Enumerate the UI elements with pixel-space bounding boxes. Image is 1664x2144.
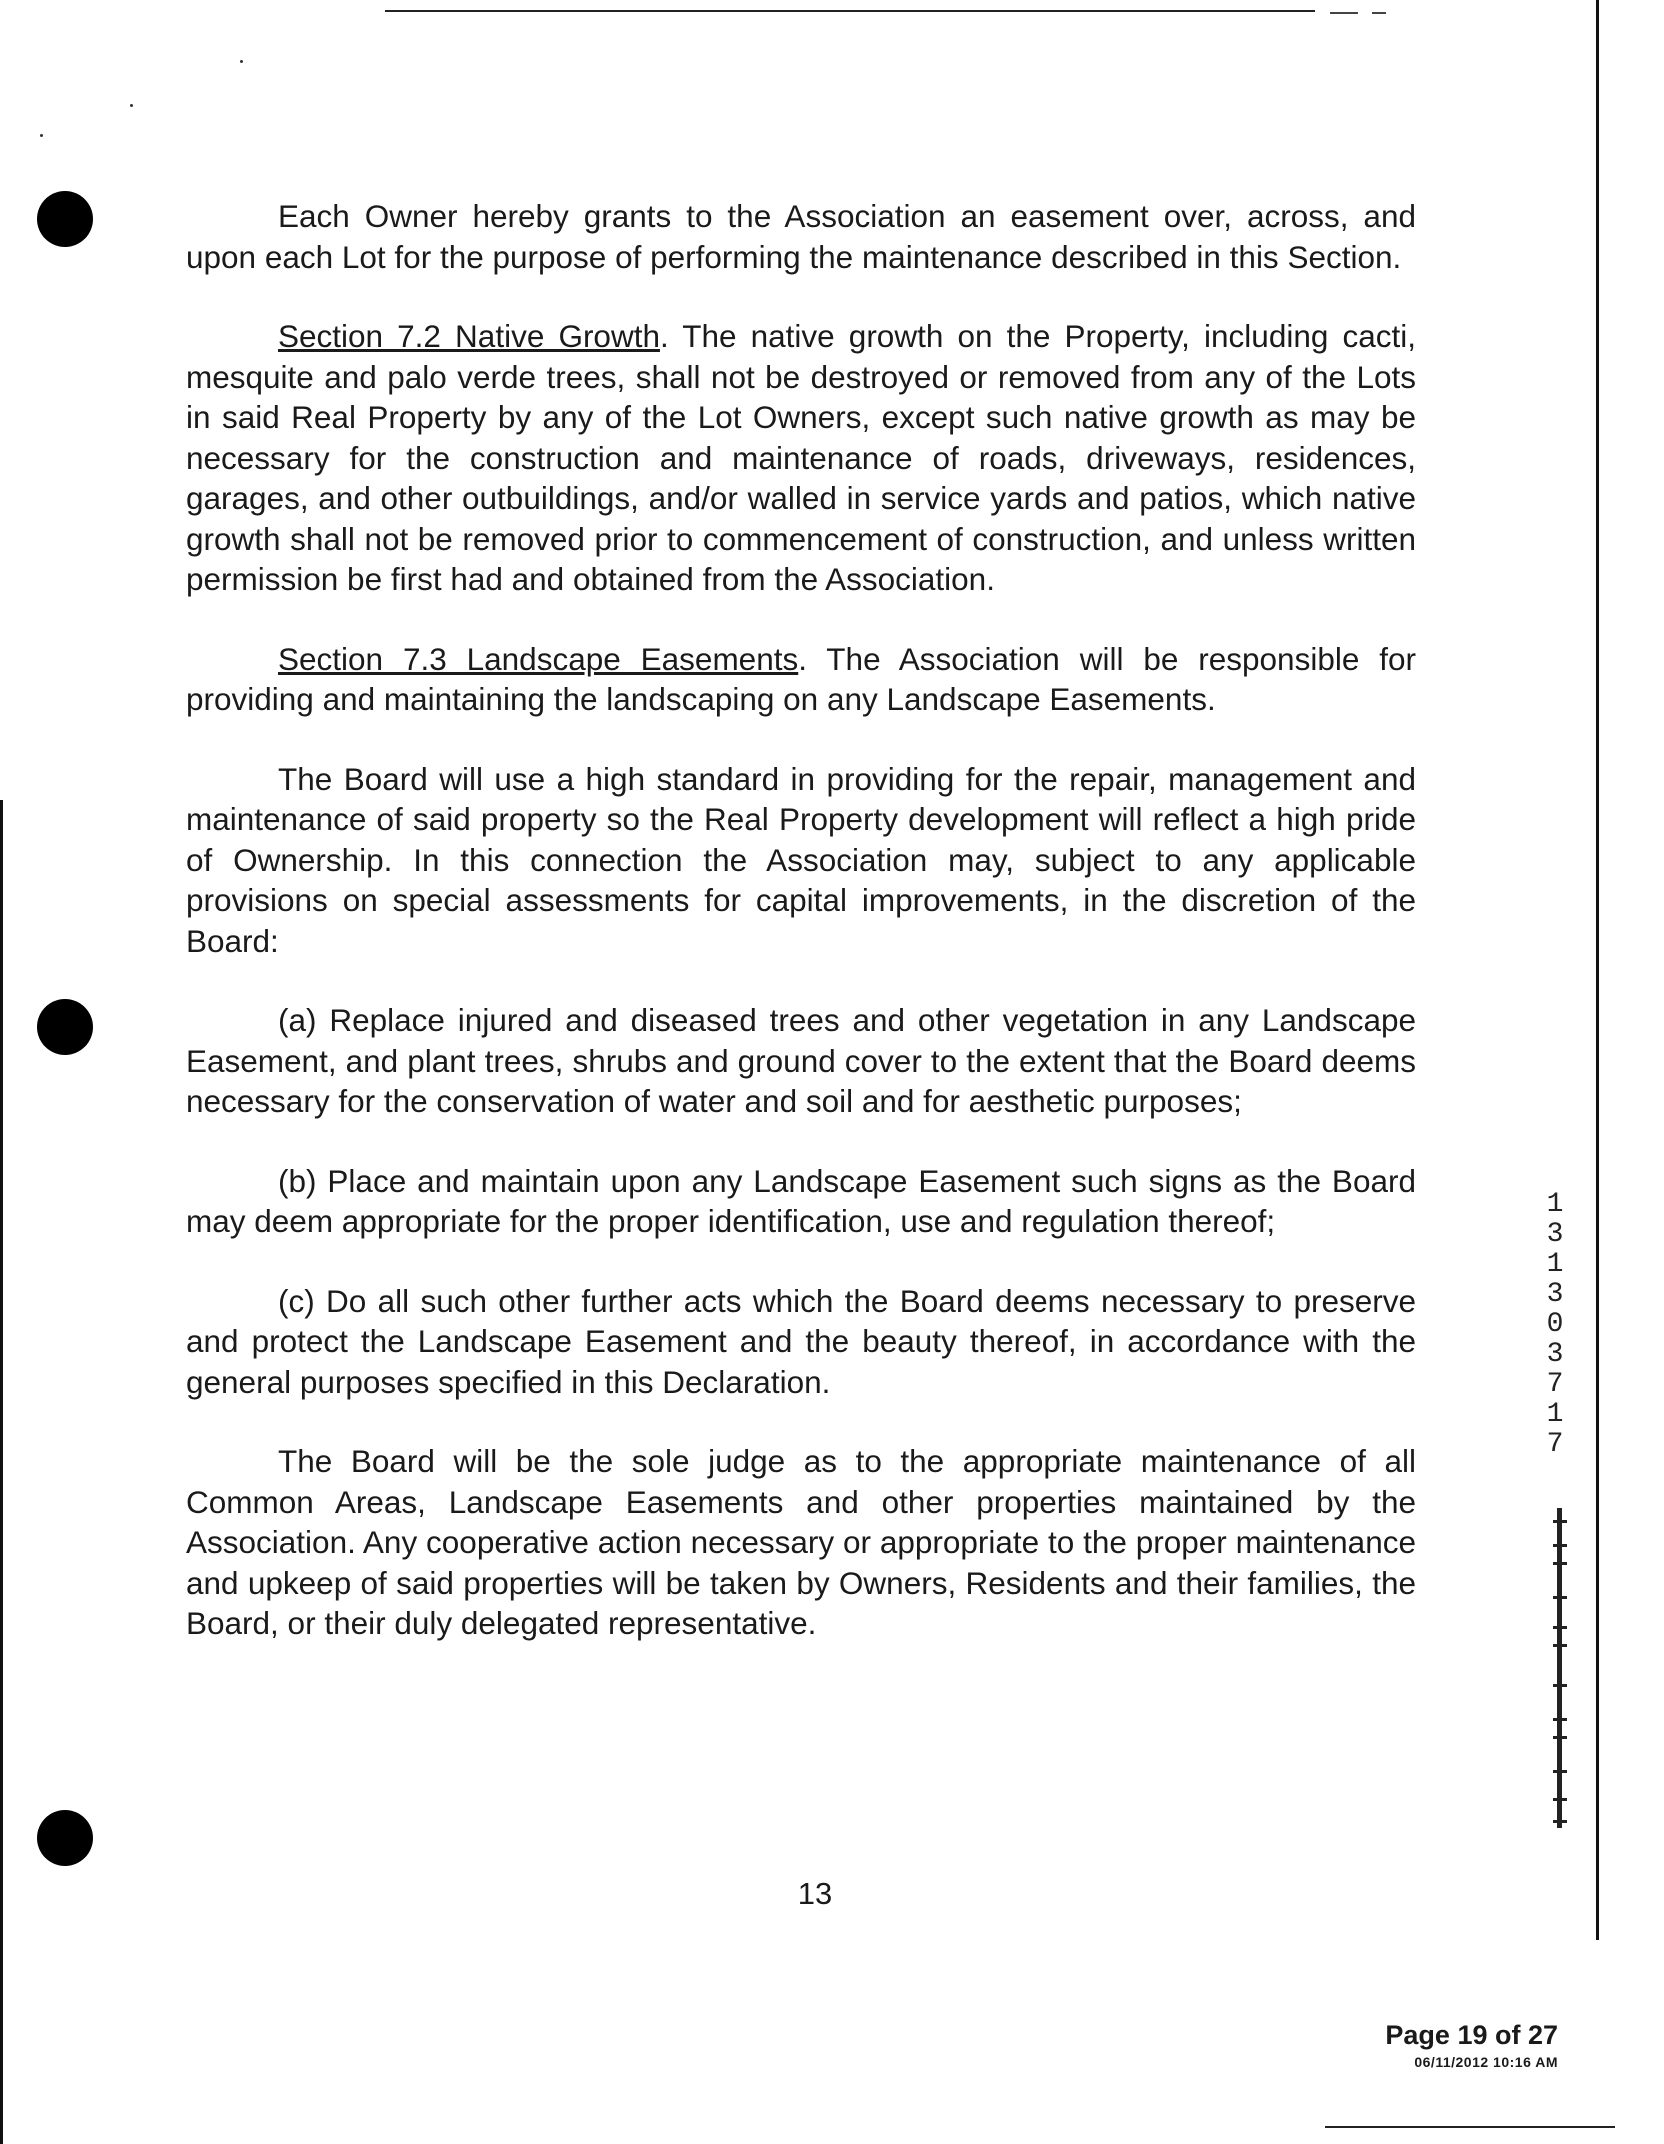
scan-speck bbox=[240, 60, 243, 63]
document-body bbox=[186, 196, 1416, 1683]
barcode-tick bbox=[1553, 1644, 1567, 1647]
paragraph-text: The Board will use a high standard in providing for the repair, management and maintenance of said property so the Real Property development will reflect a high pride of Ownership. In this connection the Association may, subject to any applicable provisions on special assessments for capital improvements, in the discretion of the Board: bbox=[186, 760, 1416, 959]
scan-left-rule bbox=[0, 800, 3, 2144]
section-heading: Section 7.3 Landscape Easements bbox=[278, 640, 799, 677]
scan-speck bbox=[40, 134, 43, 137]
stamp-digit: 3 bbox=[1546, 1219, 1564, 1250]
paragraph-item-b bbox=[186, 1161, 1416, 1242]
paragraph-section-7-3 bbox=[186, 639, 1416, 720]
scan-speck bbox=[130, 104, 133, 107]
stamp-digit: 3 bbox=[1546, 1339, 1564, 1370]
stamp-digit: 3 bbox=[1546, 1279, 1564, 1310]
footer-timestamp: 06/11/2012 10:16 AM bbox=[1414, 2054, 1558, 2070]
paragraph-board-judge bbox=[186, 1441, 1416, 1644]
stamp-digit: 7 bbox=[1546, 1369, 1564, 1400]
paragraph-section-7-2 bbox=[186, 316, 1416, 600]
barcode-tick bbox=[1553, 1718, 1567, 1721]
scan-right-rule bbox=[1596, 0, 1599, 1940]
stamp-digit: 0 bbox=[1546, 1309, 1564, 1340]
scan-top-rule bbox=[385, 10, 1315, 12]
barcode-tick bbox=[1553, 1798, 1567, 1801]
paragraph-item-c bbox=[186, 1281, 1416, 1403]
paragraph-board-standard bbox=[186, 759, 1416, 962]
paragraph-text: The Board will be the sole judge as to the appropriate maintenance of all Common Areas, Landscape Easements and other properties maintained by the Association. Any cooperative action necessary or appropriate to the proper maintenance and upkeep of said properties will be taken by Owners, Residents and their families, the Board, or their duly delegated representative. bbox=[186, 1443, 1416, 1641]
scan-bottom-rule bbox=[1325, 2126, 1615, 2128]
stamp-digit: 7 bbox=[1546, 1429, 1564, 1460]
paragraph-item-a bbox=[186, 1000, 1416, 1122]
page-number: 13 bbox=[797, 1876, 833, 1911]
scan-top-dash bbox=[1330, 12, 1358, 14]
stamp-digit: 1 bbox=[1546, 1399, 1564, 1430]
punch-hole bbox=[37, 191, 93, 247]
barcode-tick bbox=[1553, 1562, 1567, 1565]
punch-hole bbox=[37, 1810, 93, 1866]
paragraph-text: Each Owner hereby grants to the Association an easement over, across, and upon each Lot for the purpose of performing the maintenance described in this Section. bbox=[186, 198, 1416, 275]
paragraph-text: (a) Replace injured and diseased trees and other vegetation in any Landscape Easement, and plant trees, shrubs and ground cover to the extent that the Board deems necessary for the conservation of water and soil and for aesthetic purposes; bbox=[186, 1002, 1416, 1119]
section-heading: Section 7.2 Native Growth bbox=[278, 318, 660, 354]
paragraph-text: . The native growth on the Property, including cacti, mesquite and palo verde trees, shall not be destroyed or removed from any of the Lots in said Real Property by any of the Lot Owners, except such native growth as may be necessary for the construction and maintenance of roads, driveways, residences, garages, and other outbuildings, and/or walled in service yards and patios, which native growth shall not be removed prior to commencement of construction, and unless written permission be first had and obtained from the Association. bbox=[186, 318, 1416, 597]
barcode-tick bbox=[1553, 1736, 1567, 1739]
recording-number-stamp bbox=[1540, 1190, 1570, 1460]
barcode-tick bbox=[1553, 1544, 1567, 1547]
paragraph-easement-grant bbox=[186, 196, 1416, 277]
barcode-tick bbox=[1553, 1520, 1567, 1523]
barcode-tick bbox=[1553, 1626, 1567, 1629]
barcode-tick bbox=[1553, 1820, 1567, 1823]
footer-page-label: Page 19 of 27 bbox=[1385, 2020, 1558, 2050]
barcode-bar bbox=[1557, 1508, 1562, 1828]
paragraph-text: . The Association will be responsible for providing and maintaining the landscaping on any Landscape Easements. bbox=[186, 640, 1416, 717]
punch-hole bbox=[37, 999, 93, 1055]
scan-top-dash bbox=[1372, 12, 1386, 14]
barcode-tick bbox=[1553, 1770, 1567, 1773]
barcode-tick bbox=[1553, 1684, 1567, 1687]
paragraph-text: (b) Place and maintain upon any Landscape Easement such signs as the Board may deem appropriate for the proper identification, use and regulation thereof; bbox=[186, 1162, 1416, 1239]
paragraph-text: (c) Do all such other further acts which the Board deems necessary to preserve and protect the Landscape Easement and the beauty thereof, in accordance with the general purposes specified in this Declaration. bbox=[186, 1282, 1416, 1400]
stamp-digit: 1 bbox=[1546, 1189, 1564, 1220]
barcode-tick bbox=[1553, 1596, 1567, 1599]
barcode-icon bbox=[1553, 1508, 1567, 1828]
stamp-digit: 1 bbox=[1546, 1249, 1564, 1280]
